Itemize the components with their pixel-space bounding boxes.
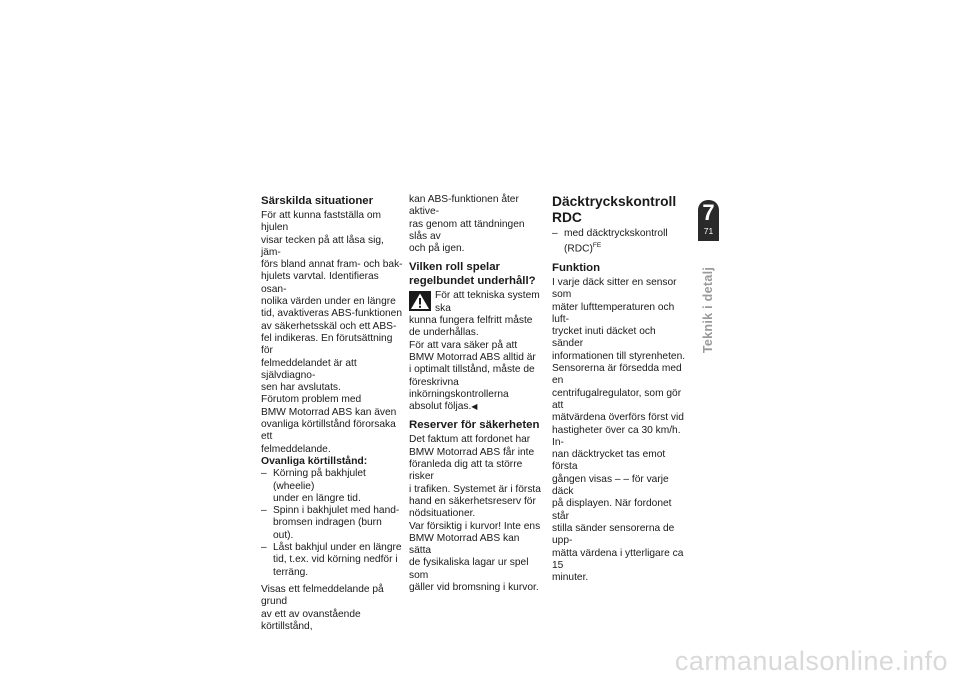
column-2 (409, 194, 544, 594)
dash-list (552, 228, 686, 256)
paragraph (409, 340, 544, 414)
subheading: Funktion (552, 261, 601, 274)
paragraph: Det faktum att fordonet har BMW Motorrad ABS får inte föranleda dig att ta större risker i trafiken. Systemet är i första hand en säkerhetsreserv för nödsituationer. (409, 434, 541, 520)
watermark: carmanualsonline.info (674, 646, 948, 676)
chapter-title: Teknik i detalj (701, 266, 715, 354)
section-heading: Däcktryckskontroll RDC (552, 194, 677, 225)
paragraph: Var försiktig i kurvor! Inte ens BMW Motorrad ABS kan sätta de fysikaliska lagar ur spel som gäller vid bromsning i kurvor. (409, 520, 541, 594)
paragraph: Förutom problem med BMW Motorrad ABS kan även ovanliga körtillstånd förorsaka ett felmeddelande. (261, 394, 397, 455)
paragraph: I varje däck sitter en sensor som mäter lufttemperaturen och luft- trycket inuti däcket och sänder informationen till styrenheten. Sensorerna är försedda med en centrifugalregulator, som gör att mätvärdena överförs först vid hastigheter över ca 30 km/h. In- nan däcktrycket tas emot första gången visas – – för varje däck på displayen. När fordonet står stilla sänder sensorerna de upp- mätta värdena i ytterligare ca 15 minuter. (552, 276, 686, 584)
list-item (552, 228, 686, 256)
paragraph-text: För att vara säker på att BMW Motorrad ABS alltid är i optimalt tillstånd, måste de föreskrivna inkörningskontrollerna absolut följas. (409, 339, 536, 413)
column-1 (261, 194, 403, 633)
paragraph: kan ABS-funktionen åter aktive- ras genom att tändningen slås av och på igen. (409, 194, 525, 255)
list-item: – Körning på bakhjulet (wheelie) under en längre tid. (261, 468, 403, 505)
dash-list (261, 468, 403, 579)
warning-block (409, 290, 544, 339)
section-heading: Vilken roll spelar regelbundet underhåll? (409, 261, 536, 288)
chapter-marker (698, 200, 719, 241)
chapter-number: 7 (702, 200, 715, 225)
list-item-text: med däcktryckskontroll (RDC) (564, 228, 668, 255)
section-heading: Särskilda situationer (261, 195, 374, 207)
superscript: FE (592, 242, 602, 250)
column-3 (552, 194, 686, 584)
end-mark-icon: ◀ (471, 402, 478, 412)
chapter-side-tab (693, 255, 723, 365)
subheading: Ovanliga körtillstånd: (261, 455, 368, 467)
section-heading: Reserver för säkerheten (409, 419, 540, 432)
paragraph: Visas ett felmeddelande på grund av ett av ovanstående körtillstånd, (261, 583, 384, 632)
warning-icon (409, 291, 431, 311)
paragraph: För att kunna fastställa om hjulen visar tecken på att låsa sig, jäm- förs bland annat fram- och bak- hjulets varvtal. Identifieras osan- nolika värden under en längre tid, avaktiveras ABS-funktionen av säkerhetsskäl och ett ABS- fel indikeras. En förutsättning för felmeddelandet är att självdiagno- sen har avslutats. (261, 210, 403, 394)
list-item: – Låst bakhjul under en längre tid, t.ex. vid körning nedför i terräng. (261, 542, 403, 579)
page-number: 71 (703, 226, 714, 236)
list-item: – Spinn i bakhjulet med hand- bromsen indragen (burn out). (261, 505, 403, 542)
warning-text: För att tekniska system ska kunna fungera felfritt måste de underhållas. (409, 290, 540, 339)
